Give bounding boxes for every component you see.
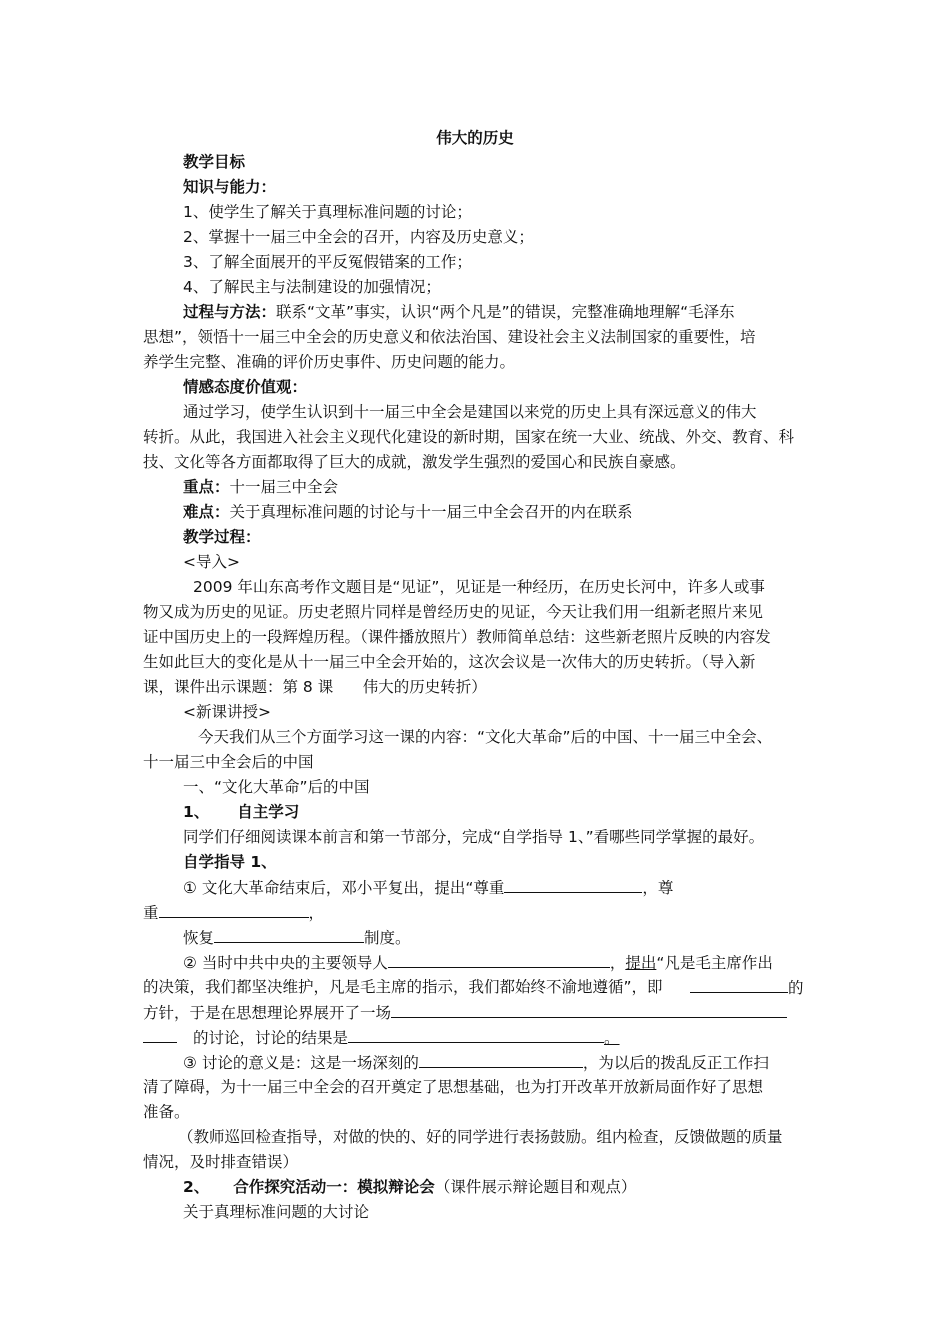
question-2-line: 方针，于是在思想理论界展开了一场: [143, 1001, 823, 1024]
answer-blank[interactable]: [159, 901, 309, 918]
teacher-note-line: 情况，及时排查错误）: [143, 1153, 299, 1171]
question-3-line: 清了障碍，为十一届三中全会的召开奠定了思想基础，也为打开改革开放新局面作好了思想: [143, 1078, 764, 1096]
question-2-line: 的讨论，讨论的结果是 。: [143, 1026, 823, 1049]
question-2-line: ② 当时中共中央的主要领导人 ，提出“凡是毛主席作出: [183, 951, 863, 974]
process-paragraph-line: [183, 301, 863, 323]
knowledge-item: 3、了解全面展开的平反冤假错案的工作；: [183, 253, 472, 271]
question-1-line: 恢复 制度。: [183, 926, 863, 949]
topic-line: 关于真理标准问题的大讨论: [183, 1203, 370, 1221]
new-lesson-line: 十一届三中全会后的中国: [143, 753, 314, 771]
process-text: 联系“文革”事实，认识“两个凡是”的错误，完整准确地理解“毛泽东: [276, 303, 735, 321]
section-heading: 一、“文化大革命”后的中国: [183, 778, 370, 796]
intro-paragraph-line: 课，课件出示课题：第 8 课 伟大的历史转折）: [143, 678, 487, 696]
subsection-heading: [183, 1176, 863, 1198]
question-2-line: 的决策，我们都坚决维护，凡是毛主席的指示，我们都始终不渝地遵循”，即: [143, 978, 663, 996]
subsection-note: （课件展示辩论题目和观点）: [434, 1178, 637, 1196]
process-paragraph-line: 养学生完整、准确的评价历史事件、历史问题的能力。: [143, 353, 516, 371]
knowledge-item: 2、掌握十一届三中全会的召开，内容及历史意义；: [183, 228, 534, 246]
difficult-point-line: [183, 501, 863, 523]
emotion-paragraph-line: 通过学习，使学生认识到十一届三中全会是建国以来党的历史上具有深远意义的伟大: [183, 403, 757, 421]
answer-blank[interactable]: [214, 926, 364, 943]
subsection-number: 2、: [183, 1178, 210, 1196]
document-title: 伟大的历史: [436, 129, 514, 147]
question-3-line: 准备。: [143, 1103, 190, 1121]
process-paragraph-line: 思想”，领悟十一届三中全会的历史意义和依法治国、建设社会主义法制国家的重要性，培: [143, 328, 756, 346]
key-text: 十一届三中全会: [229, 478, 339, 496]
intro-paragraph-line: 生如此巨大的变化是从十一届三中全会开始的，这次会议是一次伟大的历史转折。（导入新: [143, 653, 756, 671]
question-1-line: ① 文化大革命结束后，邓小平复出，提出“尊重 ，尊: [183, 876, 863, 899]
subsection-number: 1、: [183, 803, 210, 821]
process-label: 过程与方法：: [183, 303, 277, 321]
subsection-title: 自主学习: [237, 803, 300, 821]
key-point-line: [183, 476, 863, 498]
intro-paragraph-line: 物又成为历史的见证。历史老照片同样是曾经历史的见证，今天让我们用一组新老照片来见: [143, 603, 764, 621]
answer-blank[interactable]: [391, 1001, 787, 1018]
answer-blank[interactable]: [419, 1051, 583, 1068]
new-lesson-heading: <新课讲授>: [183, 703, 271, 721]
question-3-line: ③ 讨论的意义是：这是一场深刻的 ，为以后的拨乱反正工作扫: [183, 1051, 863, 1074]
answer-blank[interactable]: [388, 951, 610, 968]
emotion-heading: 情感态度价值观：: [183, 378, 308, 396]
process-heading: 教学过程：: [183, 528, 261, 546]
emotion-paragraph-line: 技、文化等各方面都取得了巨大的成就，激发学生强烈的爱国心和民族自豪感。: [143, 453, 686, 471]
knowledge-heading: 知识与能力：: [183, 178, 277, 196]
answer-blank[interactable]: [143, 1026, 177, 1043]
knowledge-item: 4、了解民主与法制建设的加强情况；: [183, 278, 441, 296]
answer-blank[interactable]: [504, 876, 642, 893]
teaching-goals-heading: 教学目标: [183, 153, 246, 171]
answer-blank[interactable]: [690, 976, 788, 993]
guide-heading: 自学指导 1、: [183, 853, 277, 871]
teacher-note-line: （教师巡回检查指导，对做的快的、好的同学进行表扬鼓励。组内检查，反馈做题的质量: [178, 1128, 783, 1146]
intro-paragraph-line: 证中国历史上的一段辉煌历程。（课件播放照片）教师简单总结：这些新老照片反映的内容发: [143, 628, 771, 646]
difficult-label: 难点：: [183, 503, 230, 521]
question-1-line: 重 ，: [143, 901, 823, 924]
answer-blank[interactable]: [348, 1026, 604, 1043]
intro-heading: <导入>: [183, 553, 240, 571]
subsection-title: 合作探究活动一：模拟辩论会: [233, 1178, 435, 1196]
difficult-text: 关于真理标准问题的讨论与十一届三中全会召开的内在联系: [229, 503, 633, 521]
knowledge-item: 1、使学生了解关于真理标准问题的讨论；: [183, 203, 472, 221]
intro-paragraph-line: 2009 年山东高考作文题目是“见证”，见证是一种经历，在历史长河中，许多人或事: [193, 578, 765, 596]
question-2-blank-line: 的: [690, 976, 800, 999]
key-label: 重点：: [183, 478, 230, 496]
instruction-line: 同学们仔细阅读课本前言和第一节部分，完成“自学指导 1、”看哪些同学掌握的最好。: [183, 828, 765, 846]
subsection-heading: [183, 801, 863, 823]
new-lesson-line: 今天我们从三个方面学习这一课的内容：“文化大革命”后的中国、十一届三中全会、: [198, 728, 773, 746]
emotion-paragraph-line: 转折。从此，我国进入社会主义现代化建设的新时期，国家在统一大业、统战、外交、教育、科: [143, 428, 795, 446]
